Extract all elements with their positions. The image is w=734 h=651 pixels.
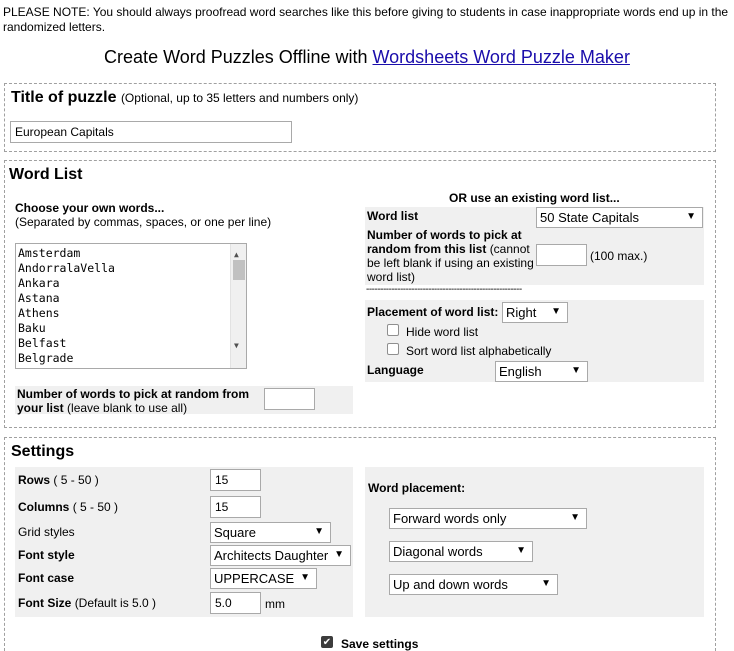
choose-words-hint: (Separated by commas, spaces, or one per line) — [15, 215, 272, 229]
font-case-selected: UPPERCASE — [214, 571, 295, 586]
sort-word-list-checkbox[interactable] — [387, 343, 399, 355]
pick-max-label: (100 max.) — [590, 249, 648, 263]
word-list-label: Word list — [367, 209, 419, 223]
font-case-select[interactable] — [210, 568, 317, 589]
pick-words-label-bold: Number of words to pick at random from this list — [367, 228, 522, 256]
language-label: Language — [367, 363, 424, 377]
pick-words-input[interactable] — [536, 244, 587, 266]
dropdown-icon: ▼ — [570, 512, 580, 523]
dropdown-icon: ▼ — [551, 306, 561, 317]
font-style-selected: Architects Daughter — [214, 548, 329, 563]
grid-styles-label: Grid styles — [18, 525, 75, 539]
placement-select[interactable] — [502, 302, 568, 323]
word-list-item: Baku — [18, 321, 46, 335]
word-list-item: Amsterdam — [18, 246, 81, 260]
puzzle-title-input[interactable]: European Capitals — [10, 121, 292, 143]
pick-words-label-hint: (cannot be left blank if using an existing word list) — [367, 242, 534, 284]
font-style-label: Font style — [18, 548, 75, 562]
columns-input[interactable]: 15 — [210, 496, 261, 518]
word-list-item: AndorralaVella — [18, 261, 115, 275]
word-list-item: Astana — [18, 291, 60, 305]
forward-words-select[interactable] — [389, 508, 587, 529]
settings-heading: Settings — [11, 443, 75, 460]
placement-label: Placement of word list: — [367, 305, 499, 319]
title-heading-text: Title of puzzle — [11, 89, 117, 106]
scroll-down-icon[interactable]: ▼ — [234, 341, 239, 350]
random-words-label-bold: Number of words to pick at random from your list — [17, 387, 250, 415]
textarea-scrollbar[interactable] — [230, 244, 246, 368]
random-words-label-hint: (leave blank to use all) — [67, 401, 188, 415]
notice-text: PLEASE NOTE: You should always proofread word searches like this before giving to students in case inappropriate words end up in the randomized letters. — [3, 5, 729, 34]
check-icon: ✔ — [322, 637, 332, 648]
font-size-hint: (Default is 5.0 ) — [74, 596, 157, 610]
hide-word-list-checkbox[interactable] — [387, 324, 399, 336]
grid-styles-selected: Square — [214, 525, 256, 540]
placement-selected: Right — [506, 305, 537, 320]
word-list-selected: 50 State Capitals — [540, 210, 640, 225]
updown-words-select[interactable] — [389, 574, 558, 595]
scroll-up-icon[interactable]: ▲ — [234, 250, 239, 259]
existing-list-heading: OR use an existing word list... — [449, 191, 620, 205]
sort-word-list-label: Sort word list alphabetically — [406, 344, 552, 358]
word-list-item: Ankara — [18, 276, 60, 290]
dropdown-icon: ▼ — [686, 211, 696, 222]
dropdown-icon: ▼ — [516, 545, 526, 556]
columns-label — [18, 500, 118, 514]
dropdown-icon: ▼ — [300, 572, 310, 583]
word-list-textarea[interactable] — [15, 243, 247, 369]
diagonal-words-select[interactable] — [389, 541, 533, 562]
font-size-label — [18, 596, 156, 610]
diagonal-words-selected: Diagonal words — [393, 544, 483, 559]
font-case-label: Font case — [18, 571, 75, 585]
wordsheets-link[interactable]: Wordsheets Word Puzzle Maker — [372, 47, 630, 67]
updown-words-selected: Up and down words — [393, 577, 508, 592]
rows-label-bold: Rows — [18, 473, 51, 487]
font-size-label-bold: Font Size — [18, 596, 72, 610]
forward-words-selected: Forward words only — [393, 511, 507, 526]
page-header — [0, 47, 734, 68]
random-words-label — [17, 387, 257, 415]
title-hint: (Optional, up to 35 letters and numbers only) — [120, 91, 359, 105]
title-heading — [11, 89, 358, 107]
rows-input[interactable]: 15 — [210, 469, 261, 491]
choose-words-label: Choose your own words... — [15, 201, 165, 215]
font-size-unit: mm — [265, 597, 285, 611]
dropdown-icon: ▼ — [571, 365, 581, 376]
columns-hint: ( 5 - 50 ) — [72, 500, 119, 514]
word-list-item: Belgrade — [18, 351, 74, 365]
separator-line: ------------------------------------------------------- — [366, 284, 522, 295]
dropdown-icon: ▼ — [541, 578, 551, 589]
language-selected: English — [499, 364, 542, 379]
header-prefix: Create Word Puzzles Offline with — [104, 47, 373, 67]
dropdown-icon: ▼ — [314, 526, 324, 537]
word-list-item: Athens — [18, 306, 60, 320]
rows-label — [18, 473, 99, 487]
rows-hint: ( 5 - 50 ) — [53, 473, 99, 487]
font-style-select[interactable] — [210, 545, 351, 566]
dropdown-icon: ▼ — [334, 549, 344, 560]
word-list-heading: Word List — [9, 166, 83, 183]
font-size-input[interactable]: 5.0 — [210, 592, 261, 614]
columns-label-bold: Columns — [18, 500, 70, 514]
random-words-input[interactable] — [264, 388, 315, 410]
word-list-item: Belfast — [18, 336, 67, 350]
grid-styles-select[interactable] — [210, 522, 331, 543]
save-settings-label: Save settings — [341, 637, 419, 651]
language-select[interactable] — [495, 361, 588, 382]
word-placement-label: Word placement: — [368, 481, 466, 495]
scrollbar-thumb[interactable] — [233, 260, 245, 280]
save-settings-checkbox[interactable] — [321, 636, 333, 648]
pick-words-label — [367, 228, 535, 284]
hide-word-list-label: Hide word list — [406, 325, 479, 339]
word-list-select[interactable] — [536, 207, 703, 228]
